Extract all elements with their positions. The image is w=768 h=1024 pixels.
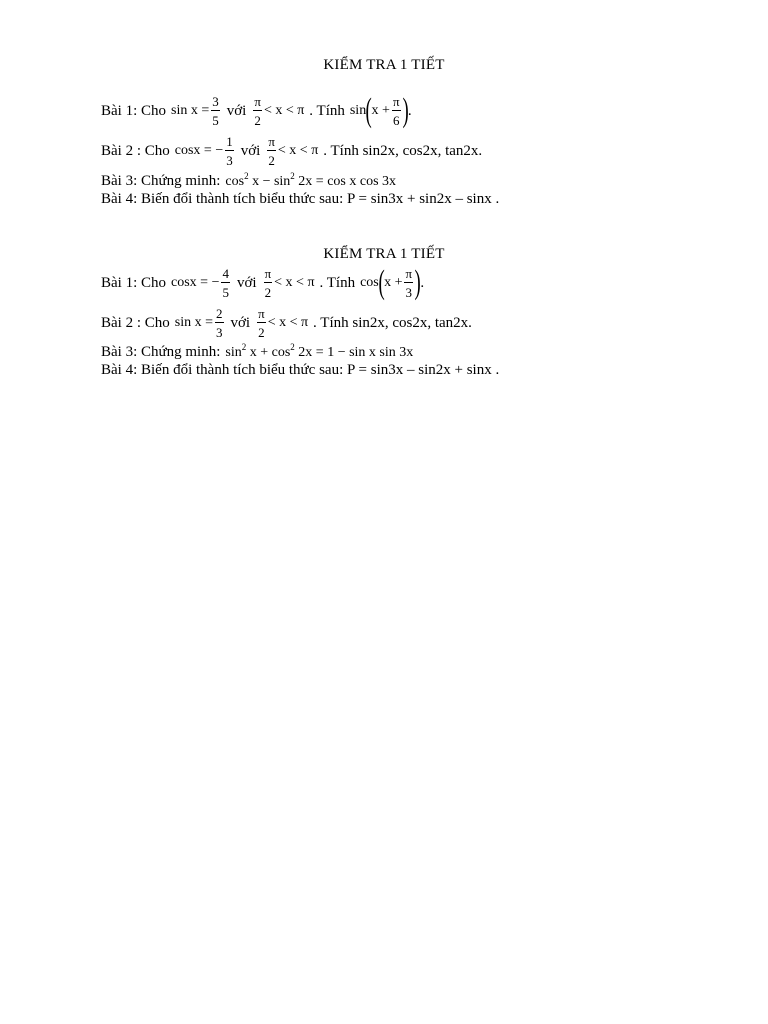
- test2-problem-3: [101, 341, 414, 360]
- fraction: $\frac{\pi}{2}$: [264, 266, 272, 300]
- problem-label: Bài 3: Chứng minh:: [101, 173, 221, 189]
- problem-label: Bài 1: Cho: [101, 102, 167, 119]
- inner-expr: x +: [371, 103, 390, 118]
- test1-title: KIỂM TRA 1 TIẾT: [323, 57, 445, 73]
- paren-open: (: [365, 92, 372, 129]
- word-tinh: . Tính: [319, 274, 356, 291]
- test2-problem-4: Bài 4: Biến đổi thành tích biểu thức sau: P = sin3x – sin2x + sinx .: [101, 362, 500, 378]
- test2-problem-1: [101, 266, 424, 300]
- test1-problem-1: [101, 94, 412, 128]
- inequality: < x < π: [267, 315, 309, 330]
- test2-title: KIỂM TRA 1 TIẾT: [323, 246, 445, 262]
- function-name: sin: [349, 103, 367, 118]
- identity-expr: $\sin^2 x + \cos^2 2x = 1 - \sin x$ sin 3x: [225, 341, 414, 360]
- problem-task: . Tính sin2x, cos2x, tan2x.: [323, 142, 483, 159]
- period: .: [420, 274, 425, 291]
- fraction: $\frac{\pi}{2}$: [254, 94, 261, 128]
- fraction: $\frac{\pi}{2}$: [258, 306, 265, 340]
- problem-task: . Tính sin2x, cos2x, tan2x.: [313, 314, 472, 331]
- equation-lhs: cosx = −: [174, 143, 224, 158]
- inequality: < x < π: [263, 103, 305, 118]
- inner-expr: x +: [384, 275, 403, 290]
- inequality: < x < π: [274, 275, 315, 290]
- problem-label: Bài 3: Chứng minh:: [101, 344, 221, 360]
- fraction: $\frac{2}{3}$: [216, 306, 223, 340]
- word-voi: với: [226, 102, 247, 119]
- paren-close: ): [414, 264, 421, 301]
- fraction: $\frac{\pi}{3}$: [405, 266, 413, 300]
- word-tinh: . Tính: [309, 102, 345, 119]
- word-voi: với: [240, 142, 261, 159]
- function-name: cos: [360, 275, 379, 290]
- equation-lhs: cosx = −: [171, 275, 220, 290]
- test2-problem-2: [101, 307, 472, 339]
- word-voi: với: [236, 274, 257, 291]
- equation-lhs: sin x =: [171, 103, 210, 118]
- inequality: < x < π: [277, 143, 319, 158]
- test1-problem-4: Bài 4: Biến đổi thành tích biểu thức sau: P = sin3x + sin2x – sinx .: [101, 191, 500, 207]
- fraction: $\frac{\pi}{2}$: [268, 134, 275, 168]
- paren-open: (: [378, 264, 385, 301]
- problem-label: Bài 2 : Cho: [101, 314, 170, 331]
- test1-problem-2: [101, 135, 482, 167]
- identity-expr: $\cos^2 x - \sin^2 2x = \cos x$ cos 3x: [225, 170, 397, 189]
- problem-label: Bài 1: Cho: [101, 274, 167, 291]
- equation-lhs: sin x =: [174, 315, 213, 330]
- problem-label: Bài 2 : Cho: [101, 142, 170, 159]
- paren-close: ): [402, 92, 409, 129]
- test1-problem-3: [101, 170, 397, 189]
- fraction: $\frac{\pi}{6}$: [392, 94, 400, 128]
- fraction: $\frac{3}{5}$: [212, 94, 219, 128]
- word-voi: với: [230, 314, 251, 331]
- period: .: [407, 102, 412, 119]
- fraction: $\frac{4}{5}$: [222, 266, 229, 300]
- fraction: $\frac{1}{3}$: [226, 134, 233, 168]
